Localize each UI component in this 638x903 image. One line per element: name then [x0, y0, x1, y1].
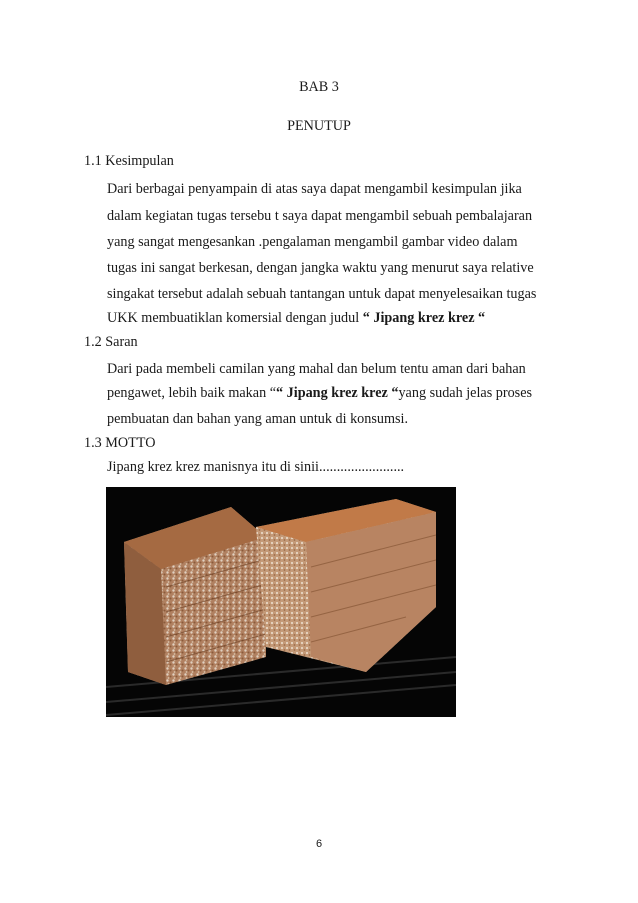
paragraph-line: Dari pada membeli camilan yang mahal dan belum tentu aman dari bahan — [107, 361, 526, 377]
product-photo — [106, 487, 456, 717]
paragraph-line: dalam kegiatan tugas tersebu t saya dapat mengambil sebuah pembalajaran — [107, 208, 533, 224]
chapter-title: PENUTUP — [287, 118, 351, 134]
product-name: “ Jipang krez krez “ — [276, 385, 399, 401]
paragraph-line — [107, 309, 485, 327]
paragraph-line: yang sangat mengesankan .pengalaman mengambil gambar video dalam — [107, 234, 518, 250]
paragraph-line: singakat tersebut adalah sebuah tantangan untuk dapat menyelesaikan tugas — [107, 286, 537, 302]
paragraph-line: pembuatan dan bahan yang aman untuk di konsumsi. — [107, 411, 409, 427]
paragraph-line: tugas ini sangat berkesan, dengan jangka waktu yang menurut saya relative — [107, 260, 534, 276]
page-number: 6 — [315, 838, 323, 850]
paragraph-text: pengawet, lebih baik makan “ — [107, 385, 277, 401]
section-heading-saran: 1.2 Saran — [84, 334, 138, 350]
paragraph-line — [107, 384, 532, 402]
paragraph-text: UKK membuatiklan komersial dengan judul — [107, 310, 363, 326]
product-name: “ Jipang krez krez “ — [362, 310, 486, 326]
section-heading-kesimpulan: 1.1 Kesimpulan — [84, 153, 174, 169]
paragraph-text: yang sudah jelas proses — [398, 385, 533, 401]
paragraph-line: Dari berbagai penyampain di atas saya dapat mengambil kesimpulan jika — [107, 181, 522, 197]
section-heading-motto: 1.3 MOTTO — [84, 435, 156, 451]
motto-line: Jipang krez krez manisnya itu di sinii........................ — [107, 459, 405, 475]
chapter-label: BAB 3 — [299, 79, 339, 95]
